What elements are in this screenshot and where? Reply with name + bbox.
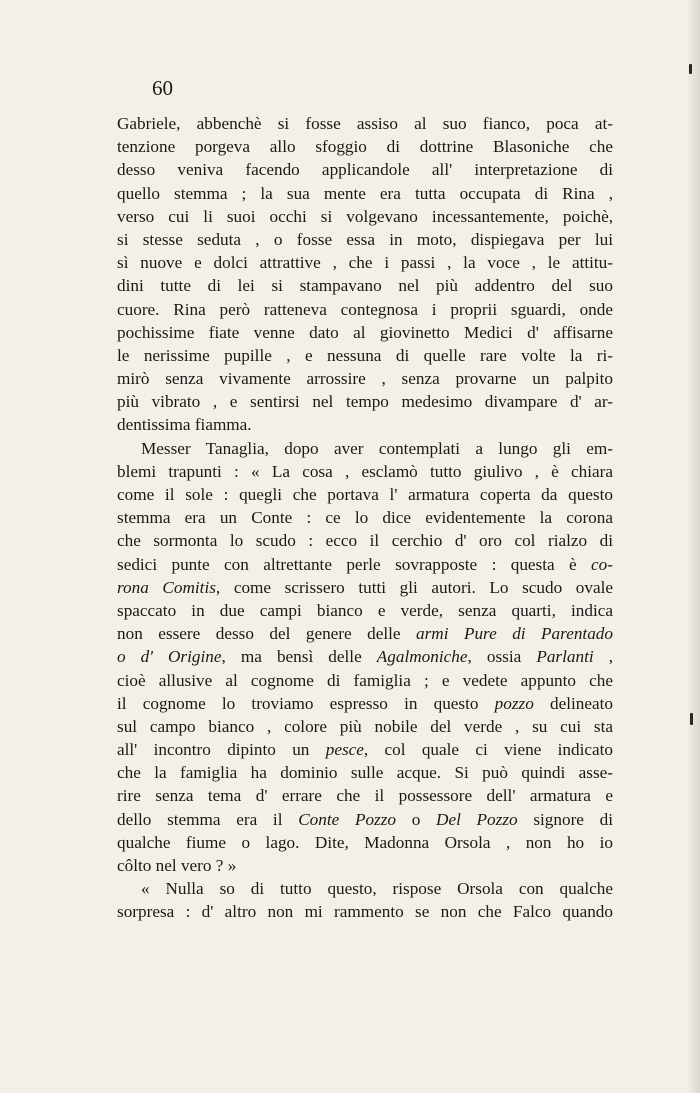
text-run: dentissima fiamma.: [117, 415, 252, 435]
text-line: [117, 205, 613, 228]
italic-run: pozzo: [494, 693, 534, 713]
text-line: [117, 460, 613, 483]
text-line: [117, 413, 613, 436]
text-run: il cognome lo troviamo espresso in questo: [117, 693, 495, 713]
text-line: [117, 692, 613, 715]
text-run: spaccato in due campi bianco e verde, senza quarti, indica: [117, 600, 613, 620]
text-run: sedici punte con altrettante perle sovrapposte : questa è: [117, 554, 592, 574]
text-line: [117, 576, 613, 599]
text-run: o: [396, 809, 437, 829]
text-line: [117, 228, 613, 251]
text-run: tenzione porgeva allo sfoggio di dottrine Blasoniche che: [117, 137, 613, 157]
text-line: [117, 645, 613, 668]
text-line: [117, 321, 613, 344]
text-run: sì nuove e dolci attrattive , che i passi , la voce , le attitu-: [117, 253, 613, 273]
text-run: più vibrato , e sentirsi nel tempo medesimo divampare d' ar-: [117, 392, 613, 412]
page-number: 60: [152, 76, 173, 100]
text-run: , ma bensì delle: [221, 647, 377, 667]
page-edge-shadow: [686, 0, 700, 1093]
text-line: [117, 483, 613, 506]
text-line: [117, 112, 613, 135]
text-run: , come scrissero tutti gli autori. Lo scudo ovale: [215, 577, 613, 597]
text-line: [117, 599, 613, 622]
margin-speck: [689, 64, 692, 74]
text-run: sul campo bianco , colore più nobile del verde , su cui sta: [117, 716, 613, 736]
body-text: [117, 112, 613, 924]
text-line: [117, 437, 613, 460]
text-run: non essere desso del genere delle: [117, 624, 417, 644]
italic-run: pesce: [325, 740, 364, 760]
text-line: [117, 738, 613, 761]
text-run: Gabriele, abbenchè si fosse assiso al suo fianco, poca at-: [117, 114, 613, 133]
text-line: [117, 715, 613, 738]
italic-run: Agalmoniche: [376, 647, 468, 667]
text-run: desso veniva facendo applicandole all' interpretazione di: [117, 160, 613, 180]
text-run: sorpresa : d' altro non mi rammento se non che Falco quando: [117, 902, 613, 922]
text-line: [117, 274, 613, 297]
text-line: [117, 298, 613, 321]
text-line: [117, 390, 613, 413]
italic-run: Parlanti: [536, 647, 594, 667]
text-run: côlto nel vero ? »: [117, 856, 237, 875]
text-line: [117, 808, 613, 831]
text-run: all' incontro dipinto un: [117, 740, 326, 760]
text-run: delineato: [533, 693, 613, 713]
text-line: [117, 182, 613, 205]
text-run: pochissime fiate venne dato al giovinetto Medici d' affisarne: [117, 322, 613, 342]
text-run: che sormonta lo scudo : ecco il cerchio d' oro col rialzo di: [117, 531, 613, 551]
text-line: [117, 669, 613, 692]
text-run: si stesse seduta , o fosse essa in moto, dispiegava per lui: [117, 229, 613, 249]
text-run: blemi trapunti : « La cosa , esclamò tutto giulivo , è chiara: [117, 461, 613, 481]
text-run: mirò senza vivamente arrossire , senza provarne un palpito: [117, 369, 613, 389]
text-line: [117, 900, 613, 923]
margin-speck: [690, 713, 693, 725]
text-run: « Nulla so di tutto questo, rispose Orsola con qualche: [141, 879, 613, 899]
text-line: [117, 529, 613, 552]
text-run: Messer Tanaglia, dopo aver contemplati a lungo gli em-: [141, 438, 613, 458]
text-run: cuore. Rina però ratteneva contegnosa i proprii sguardi, onde: [117, 299, 613, 319]
text-run: le nerissime pupille , e nessuna di quelle rare volte la ri-: [117, 345, 613, 365]
text-run: ,: [593, 647, 613, 667]
italic-run: Del Pozzo: [436, 809, 518, 829]
text-line: [117, 622, 613, 645]
text-run: signore di: [517, 809, 614, 829]
text-run: rire senza tema d' errare che il possessore dell' armatura e: [117, 786, 613, 806]
text-run: stemma era un Conte : ce lo dice evidentemente la corona: [117, 508, 613, 528]
text-line: [117, 784, 613, 807]
text-line: [117, 831, 613, 854]
text-line: [117, 761, 613, 784]
text-line: [117, 506, 613, 529]
text-line: [117, 854, 613, 877]
text-run: cioè allusive al cognome di famiglia ; e vedete appunto che: [117, 670, 613, 690]
italic-run: Conte Pozzo: [298, 809, 397, 829]
text-run: dini tutte di lei si stampavano nel più addentro del suo: [117, 276, 613, 296]
text-line: [117, 344, 613, 367]
text-run: , ossia: [467, 647, 537, 667]
text-line: [117, 367, 613, 390]
text-run: come il sole : quegli che portava l' armatura coperta da questo: [117, 485, 613, 504]
text-line: [117, 251, 613, 274]
text-line: [117, 877, 613, 900]
italic-run: armi Pure di Parentado: [416, 624, 613, 644]
text-line: [117, 158, 613, 181]
text-line: [117, 553, 613, 576]
text-run: che la famiglia ha dominio sulle acque. Si può quindi asse-: [117, 763, 613, 783]
italic-run: o d' Origine: [117, 647, 222, 667]
text-run: dello stemma era il: [117, 809, 299, 829]
italic-run: rona Comitis: [117, 577, 216, 597]
text-run: , col quale ci viene indicato: [363, 740, 613, 760]
text-line: [117, 135, 613, 158]
text-run: quello stemma ; la sua mente era tutta occupata di Rina ,: [117, 183, 613, 203]
italic-run: co-: [591, 554, 613, 574]
text-run: verso cui li suoi occhi si volgevano incessantemente, poichè,: [117, 206, 613, 226]
text-run: qualche fiume o lago. Dite, Madonna Orsola , non ho io: [117, 832, 613, 852]
